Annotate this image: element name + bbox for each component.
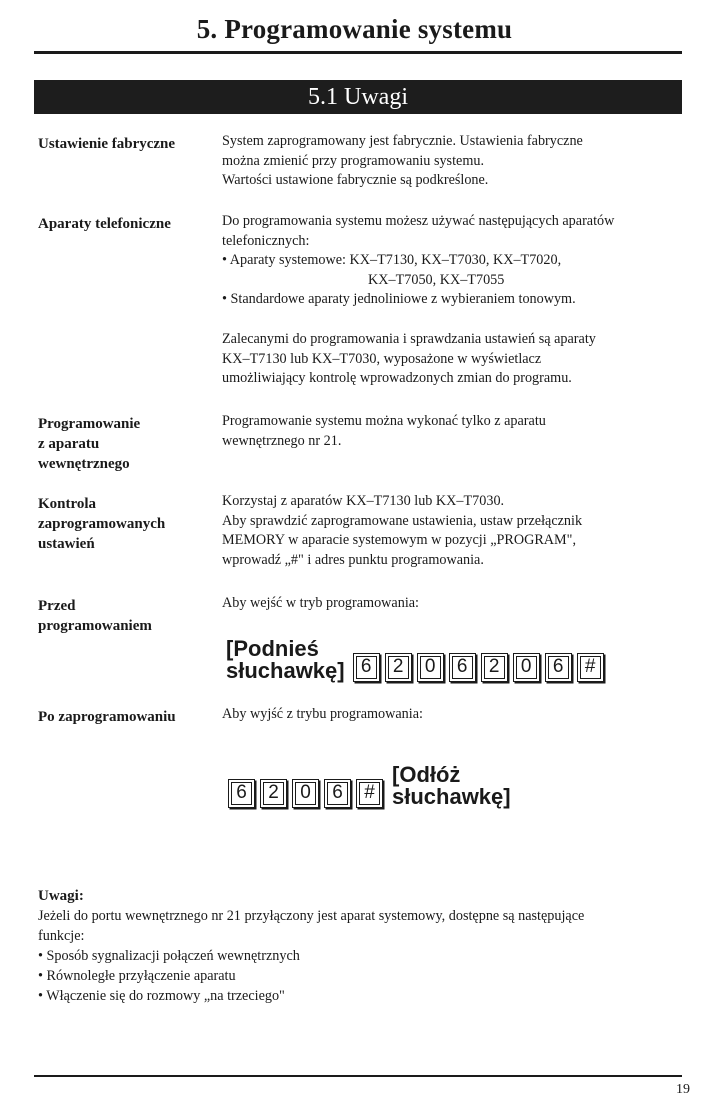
dial-key-hash — [356, 779, 383, 808]
key-label: 6 — [356, 656, 377, 679]
notes-line: funkcje: — [38, 928, 85, 944]
key-label: 6 — [548, 656, 569, 679]
key-label: 0 — [420, 656, 441, 679]
section-label — [38, 596, 218, 636]
notes-line: • Włączenie się do rozmowy „na trzeciego" — [38, 988, 285, 1004]
dial-key-2 — [481, 653, 508, 682]
dial-key-6 — [228, 779, 255, 808]
section-text — [222, 132, 677, 191]
dial-key-hash — [577, 653, 604, 682]
notes-line: • Sposób sygnalizacji połączeń wewnętrznych — [38, 948, 300, 964]
section-label — [38, 214, 218, 234]
dial-key-0 — [513, 653, 540, 682]
exit-program-sequence — [228, 764, 511, 808]
lift-handset-phrase — [226, 638, 345, 682]
key-label: 6 — [231, 782, 252, 805]
dial-key-6 — [324, 779, 351, 808]
notes-block — [38, 886, 678, 1006]
key-label: 2 — [263, 782, 284, 805]
hang-up-phrase — [392, 764, 511, 808]
phrase-line: słuchawkę] — [392, 784, 511, 809]
section-title: 5.1 Uwagi — [34, 80, 682, 114]
section-text — [222, 412, 677, 451]
section-text — [222, 705, 677, 725]
section-text — [222, 594, 677, 614]
label-line: Kontrola — [38, 496, 97, 512]
section-label — [38, 494, 218, 554]
key-label: # — [580, 656, 601, 679]
text-line: KX–T7050, KX–T7055 — [368, 271, 505, 288]
text-line: KX–T7130 lub KX–T7030, wyposażone w wyświetlacz — [222, 350, 542, 367]
label-line: Po zaprogramowaniu — [38, 709, 176, 725]
label-line: Przed — [38, 598, 76, 614]
chapter-title: 5. Programowanie systemu — [196, 14, 513, 44]
text-line: można zmienić przy programowaniu systemu. — [222, 152, 484, 169]
phrase-line: słuchawkę] — [226, 658, 345, 683]
notes-line: Jeżeli do portu wewnętrznego nr 21 przyłączony jest aparat systemowy, dostępne są następujące — [38, 908, 585, 924]
dial-key-2 — [385, 653, 412, 682]
text-line: umożliwiający kontrolę wprowadzonych zmian do programu. — [222, 370, 572, 386]
text-line: MEMORY w aparacie systemowym w pozycji „PROGRAM", — [222, 532, 577, 548]
footer-rule — [34, 1075, 682, 1077]
dial-key-2 — [260, 779, 287, 808]
phrase-line: [Odłóż — [392, 762, 461, 787]
text-line: Aby sprawdzić zaprogramowane ustawienia, ustaw przełącznik — [222, 512, 583, 529]
enter-program-sequence — [226, 638, 609, 682]
text-line: wprowadź „#" i adres punktu programowania. — [222, 551, 484, 568]
text-line: Korzystaj z aparatów KX–T7130 lub KX–T7030. — [222, 493, 505, 509]
phrase-line: [Podnieś — [226, 636, 319, 661]
label-line: ustawień — [38, 536, 95, 552]
dial-key-6 — [353, 653, 380, 682]
key-label: 6 — [452, 656, 473, 679]
label-line: Aparaty telefoniczne — [38, 216, 171, 232]
label-line: Ustawienie fabryczne — [38, 136, 176, 152]
key-label: 2 — [484, 656, 505, 679]
section-label — [38, 134, 218, 154]
notes-line: • Równoległe przyłączenie aparatu — [38, 968, 236, 984]
key-label: 2 — [388, 656, 409, 679]
label-line: programowaniem — [38, 618, 152, 634]
page-number: 19 — [676, 1082, 690, 1097]
header-rule — [34, 51, 682, 54]
section-label — [38, 414, 218, 474]
text-line: Zalecanymi do programowania i sprawdzania ustawień są aparaty — [222, 331, 596, 347]
section-text-recommendation — [222, 330, 677, 389]
dial-key-0 — [417, 653, 444, 682]
key-label: # — [359, 782, 380, 805]
text-line: System zaprogramowany jest fabrycznie. Ustawienia fabryczne — [222, 133, 583, 149]
notes-title: Uwagi: — [38, 888, 84, 904]
text-line: Aby wejść w tryb programowania: — [222, 595, 419, 611]
key-label: 0 — [295, 782, 316, 805]
section-label — [38, 707, 218, 727]
text-line: Aby wyjść z trybu programowania: — [222, 706, 423, 722]
text-line: telefonicznych: — [222, 232, 310, 249]
label-line: z aparatu — [38, 436, 100, 452]
text-line: Do programowania systemu możesz używać następujących aparatów — [222, 213, 615, 229]
text-line: wewnętrznego nr 21. — [222, 432, 342, 449]
text-line: • Aparaty systemowe: KX–T7130, KX–T7030, KX–T7020, — [222, 252, 562, 268]
label-line: Programowanie — [38, 416, 141, 432]
dial-key-0 — [292, 779, 319, 808]
section-text — [222, 212, 677, 310]
label-line: wewnętrznego — [38, 456, 130, 472]
text-line: Programowanie systemu można wykonać tylko z aparatu — [222, 413, 546, 429]
section-text — [222, 492, 677, 570]
dial-key-6 — [545, 653, 572, 682]
text-line: Wartości ustawione fabrycznie są podkreślone. — [222, 172, 489, 188]
label-line: zaprogramowanych — [38, 516, 166, 532]
key-label: 0 — [516, 656, 537, 679]
text-line: • Standardowe aparaty jednoliniowe z wybieraniem tonowym. — [222, 291, 576, 307]
dial-key-6 — [449, 653, 476, 682]
key-label: 6 — [327, 782, 348, 805]
